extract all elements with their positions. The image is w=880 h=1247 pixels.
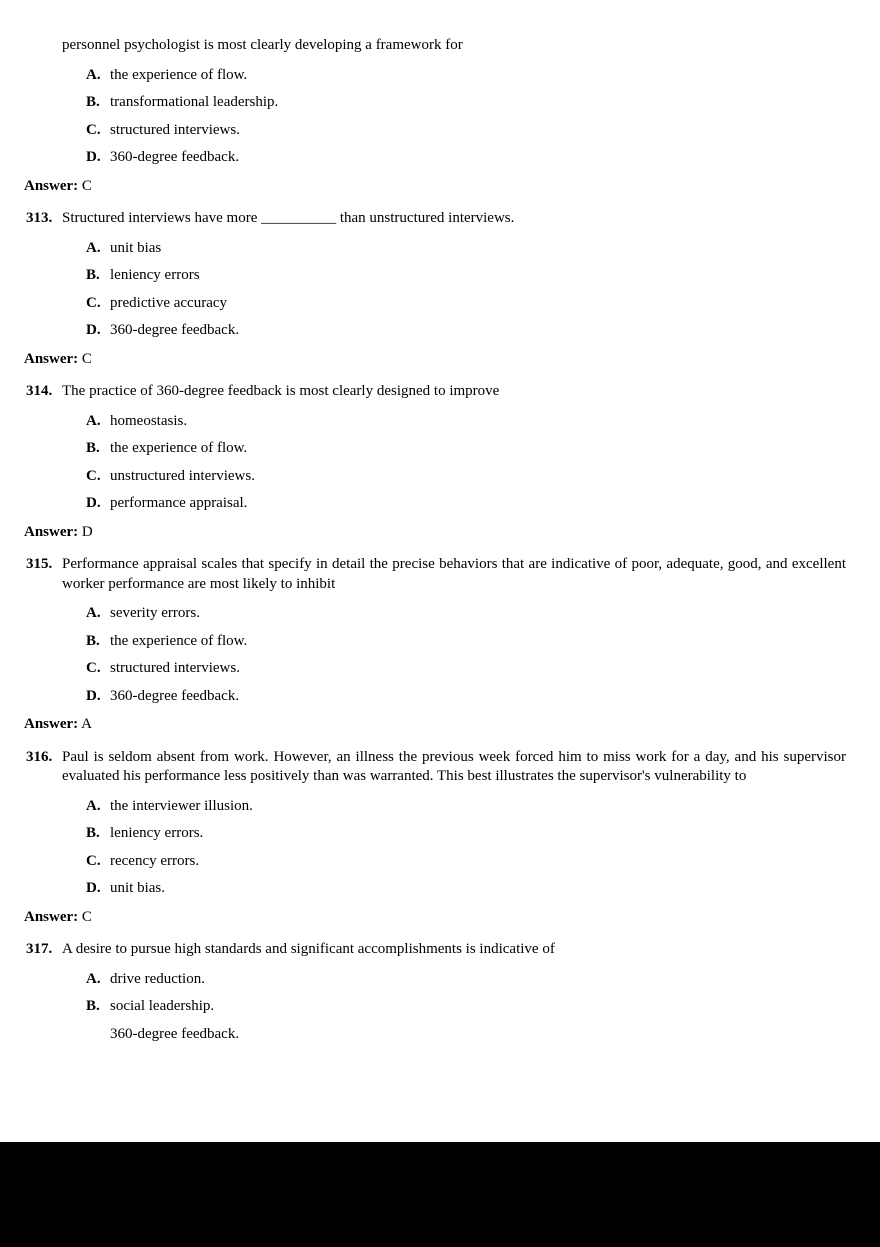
option-list [0, 239, 880, 341]
option-letter: B. [86, 267, 100, 283]
answer-value: C [81, 908, 92, 925]
option-letter: D. [86, 880, 101, 896]
option-letter: A. [86, 66, 101, 83]
answer-label: Answer: [24, 177, 79, 194]
question-line [26, 940, 846, 960]
option-text: unit bias. [110, 880, 165, 896]
option-text: 360-degree feedback. [110, 322, 240, 338]
option-row [86, 294, 846, 314]
option-text: predictive accuracy [110, 294, 228, 311]
option-letter: B. [86, 632, 100, 649]
question-block [0, 555, 880, 735]
option-text: severity errors. [110, 605, 200, 621]
option-letter: D. [86, 322, 101, 338]
option-row [86, 797, 846, 817]
question-text: The practice of 360-degree feedback is most clearly designed to improve [62, 383, 500, 399]
option-text: the experience of flow. [110, 632, 248, 649]
option-text: transformational leadership. [110, 94, 279, 110]
option-letter: A. [86, 797, 101, 814]
question-line [26, 748, 846, 787]
option-letter: C. [86, 121, 101, 138]
question-line [26, 382, 846, 402]
option-row [86, 852, 846, 872]
option-row [86, 687, 846, 707]
option-letter: C. [86, 294, 101, 311]
option-letter: A. [86, 605, 101, 621]
option-row [86, 439, 846, 459]
answer-row [24, 177, 846, 197]
answer-row [24, 523, 846, 543]
option-letter: A. [86, 239, 101, 256]
option-row [86, 879, 846, 899]
option-row [86, 997, 846, 1017]
option-row [86, 66, 846, 86]
option-row [86, 632, 846, 652]
question-number: 313. [26, 210, 53, 226]
option-text: homeostasis. [110, 412, 188, 429]
option-row [86, 824, 846, 844]
answer-label: Answer: [24, 716, 79, 732]
question-block [0, 940, 880, 1044]
question-number: 315. [26, 556, 53, 572]
option-row [86, 266, 846, 286]
option-row [86, 321, 846, 341]
option-row [86, 121, 846, 141]
question-list [0, 36, 880, 1052]
question-text: Performance appraisal scales that specify in detail the precise behaviors that are indicative of poor, adequate, good, and excellent worker performance are most likely to inhibit [62, 556, 846, 592]
option-letter: D. [86, 149, 101, 165]
option-text: the experience of flow. [110, 440, 248, 456]
question-text: personnel psychologist is most clearly developing a framework for [62, 37, 463, 53]
option-text: social leadership. [110, 998, 215, 1014]
answer-row [24, 908, 846, 928]
option-letter: C. [86, 467, 101, 484]
option-row [86, 239, 846, 259]
option-letter [86, 1025, 110, 1045]
question-block [0, 209, 880, 369]
option-row [86, 659, 846, 679]
answer-value: C [81, 177, 92, 194]
answer-value: C [81, 350, 92, 367]
option-text: recency errors. [110, 852, 200, 869]
option-letter: B. [86, 440, 100, 456]
option-text: performance appraisal. [110, 495, 248, 511]
option-row [86, 148, 846, 168]
option-text: structured interviews. [110, 660, 240, 676]
answer-label: Answer: [24, 350, 79, 367]
option-text: 360-degree feedback. [110, 687, 240, 704]
option-letter: C. [86, 660, 101, 676]
option-letter: A. [86, 970, 101, 987]
option-text: 360-degree feedback. [110, 1025, 240, 1042]
option-letter: D. [86, 495, 101, 511]
option-letter: C. [86, 852, 101, 869]
option-text: structured interviews. [110, 121, 240, 138]
question-text: Structured interviews have more __________ than unstructured interviews. [62, 210, 515, 226]
question-number: 314. [26, 383, 53, 399]
option-text: unit bias [110, 239, 162, 256]
answer-value: A [81, 716, 92, 732]
question-number [26, 36, 62, 56]
question-number: 317. [26, 941, 53, 957]
option-text: drive reduction. [110, 970, 205, 987]
option-letter: B. [86, 94, 100, 110]
option-letter: D. [86, 687, 101, 704]
option-list [0, 604, 880, 706]
question-text: Paul is seldom absent from work. However, an illness the previous week forced him to miss work for a day, and his supervisor evaluated his performance less positively than was warranted. This best illustrates the supervisor's vulnerability to [62, 748, 846, 784]
question-block [0, 36, 880, 196]
option-letter: B. [86, 998, 100, 1014]
question-text: A desire to pursue high standards and significant accomplishments is indicative of [62, 941, 555, 957]
question-line [26, 36, 846, 56]
option-row [86, 1025, 846, 1045]
option-row [86, 467, 846, 487]
option-row [86, 970, 846, 990]
option-list [0, 66, 880, 168]
option-row [86, 412, 846, 432]
option-text: leniency errors. [110, 825, 204, 841]
option-list [0, 797, 880, 899]
question-line [26, 555, 846, 594]
option-row [86, 604, 846, 624]
option-text: unstructured interviews. [110, 467, 255, 484]
option-row [86, 494, 846, 514]
answer-row [24, 715, 846, 735]
option-text: leniency errors [110, 267, 200, 283]
question-number: 316. [26, 748, 53, 765]
option-letter: A. [86, 412, 101, 429]
answer-label: Answer: [24, 523, 79, 540]
option-text: the interviewer illusion. [110, 797, 253, 814]
black-bottom-bar [0, 1142, 880, 1247]
option-row [86, 93, 846, 113]
option-text: 360-degree feedback. [110, 149, 240, 165]
question-line [26, 209, 846, 229]
answer-value: D [81, 523, 93, 540]
question-block [0, 748, 880, 928]
question-block [0, 382, 880, 542]
answer-row [24, 350, 846, 370]
option-letter: B. [86, 825, 100, 841]
answer-label: Answer: [24, 908, 79, 925]
option-list [0, 970, 880, 1045]
option-text: the experience of flow. [110, 66, 248, 83]
option-list [0, 412, 880, 514]
